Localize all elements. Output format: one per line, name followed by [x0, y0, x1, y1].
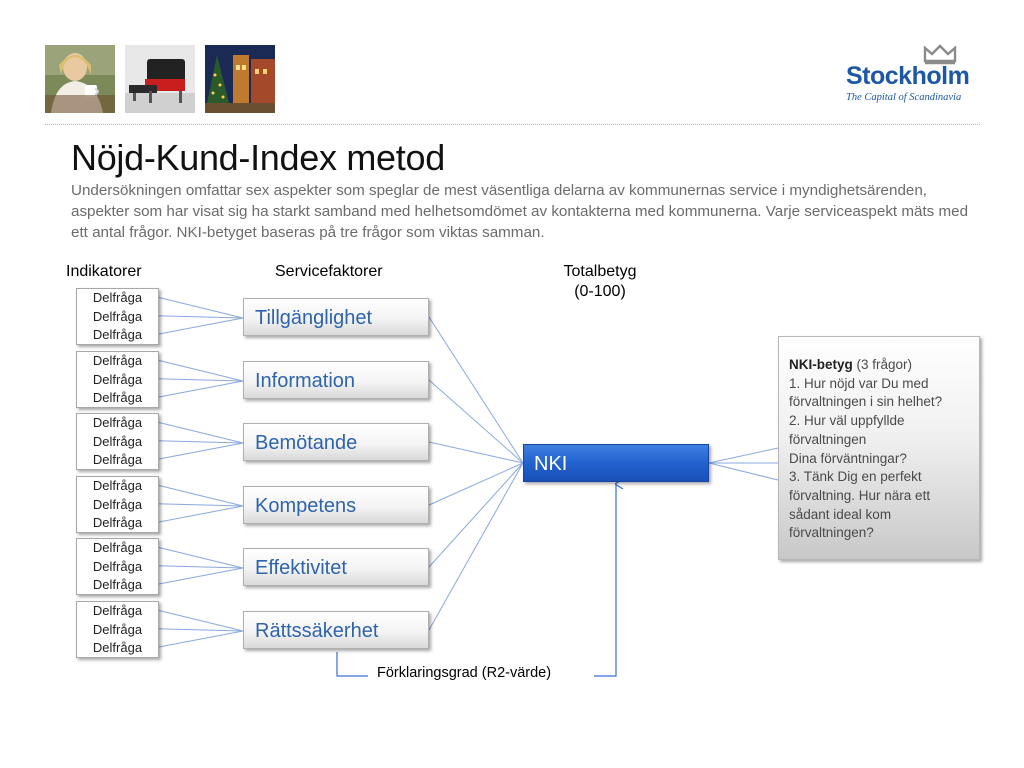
indicator-connector — [157, 485, 243, 506]
service-connector — [429, 463, 523, 630]
indicator-question: Delfråga — [92, 621, 143, 637]
service-connector — [429, 380, 523, 463]
indicator-connector — [157, 318, 243, 334]
column-heading-indicators: Indikatorer — [66, 263, 142, 280]
indicator-question: Delfråga — [92, 603, 143, 618]
logo-wordmark: Stockholm — [846, 62, 970, 90]
info-line: förvaltningen — [789, 431, 867, 447]
explanation-label: Förklaringsgrad (R2-värde) — [377, 665, 552, 681]
indicator-connector — [157, 506, 243, 522]
service-connector — [429, 463, 523, 505]
indicator-group — [76, 476, 159, 533]
nki-info-box — [778, 336, 980, 560]
indicator-question: Delfråga — [92, 496, 143, 512]
logo-tagline: The Capital of Scandinavia — [846, 92, 962, 103]
indicator-connector — [157, 379, 243, 381]
info-line: sådant ideal kom — [789, 506, 892, 522]
service-factor-box: Bemötande — [243, 423, 429, 461]
indicator-connector — [157, 547, 243, 568]
indicator-connector — [157, 441, 243, 443]
total-heading-line2: (0-100) — [574, 283, 626, 300]
info-line: 2. Hur väl uppfyllde — [789, 413, 905, 429]
indicator-group — [76, 413, 159, 470]
page-title: Nöjd-Kund-Index metod — [71, 137, 445, 178]
indicator-connector — [157, 422, 243, 443]
indicator-group — [76, 288, 159, 345]
service-factor-box: Information — [243, 361, 429, 399]
indicator-connector — [157, 610, 243, 631]
indicator-group — [76, 601, 159, 658]
indicator-group — [76, 538, 159, 595]
indicator-question: Delfråga — [92, 327, 143, 343]
explanation-arrow — [594, 484, 616, 676]
info-lines — [789, 375, 973, 543]
nki-box: NKI — [523, 444, 709, 482]
service-factor-box: Rättssäkerhet — [243, 611, 429, 649]
info-line: 3. Tänk Dig en perfekt — [789, 469, 922, 485]
indicator-question: Delfråga — [92, 353, 143, 368]
info-line: förvaltningen? — [789, 525, 874, 541]
info-line: 1. Hur nöjd var Du med — [789, 375, 929, 391]
indicator-connector — [157, 381, 243, 397]
indicator-question: Delfråga — [92, 558, 143, 574]
indicator-question: Delfråga — [92, 433, 143, 449]
indicator-question: Delfråga — [92, 478, 143, 493]
indicator-question: Delfråga — [92, 371, 143, 387]
service-connector — [429, 442, 523, 463]
total-heading-line1: Totalbetyg — [563, 263, 637, 280]
info-line: förvaltning. Hur nära ett — [789, 487, 931, 503]
indicator-question: Delfråga — [92, 452, 143, 468]
indicator-connector — [157, 629, 243, 631]
indicator-connector — [157, 504, 243, 506]
nki-to-info-line — [709, 463, 778, 480]
service-connector — [429, 317, 523, 463]
explanation-bracket-left — [337, 652, 368, 676]
indicator-question: Delfråga — [92, 577, 143, 593]
service-connector — [429, 463, 523, 567]
indicator-question: Delfråga — [92, 415, 143, 430]
service-factor-box: Effektivitet — [243, 548, 429, 586]
info-heading-suffix: (3 frågor) — [852, 357, 913, 372]
indicator-connector — [157, 443, 243, 459]
indicator-connector — [157, 297, 243, 318]
indicator-question: Delfråga — [92, 515, 143, 531]
indicator-connector — [157, 568, 243, 584]
indicator-connector — [157, 316, 243, 318]
service-factor-box: Tillgänglighet — [243, 298, 429, 336]
indicator-question: Delfråga — [92, 640, 143, 656]
indicator-connector — [157, 566, 243, 568]
indicator-connector — [157, 631, 243, 647]
indicator-group — [76, 351, 159, 408]
info-line: Dina förväntningar? — [789, 450, 907, 466]
indicator-question: Delfråga — [92, 540, 143, 555]
info-heading: NKI-betyg — [789, 357, 853, 372]
indicator-question: Delfråga — [92, 308, 143, 324]
column-heading-service-factors: Servicefaktorer — [275, 263, 383, 280]
indicator-question: Delfråga — [92, 290, 143, 305]
nki-to-info-line — [709, 448, 778, 463]
description-text: Undersökningen omfattar sex aspekter som speglar de mest väsentliga delarna av kommunernas service i myndighetsärenden, aspekter som har visat sig ha starkt samband med helhetsomdömet av kontakterna med kommunerna. Varje serviceaspekt mäts med ett antal frågor. NKI-betyget baseras på tre frågor som viktas samman. — [71, 182, 969, 241]
service-factor-box: Kompetens — [243, 486, 429, 524]
indicator-question: Delfråga — [92, 390, 143, 406]
indicator-connector — [157, 360, 243, 381]
info-line: förvaltningen i sin helhet? — [789, 394, 943, 410]
